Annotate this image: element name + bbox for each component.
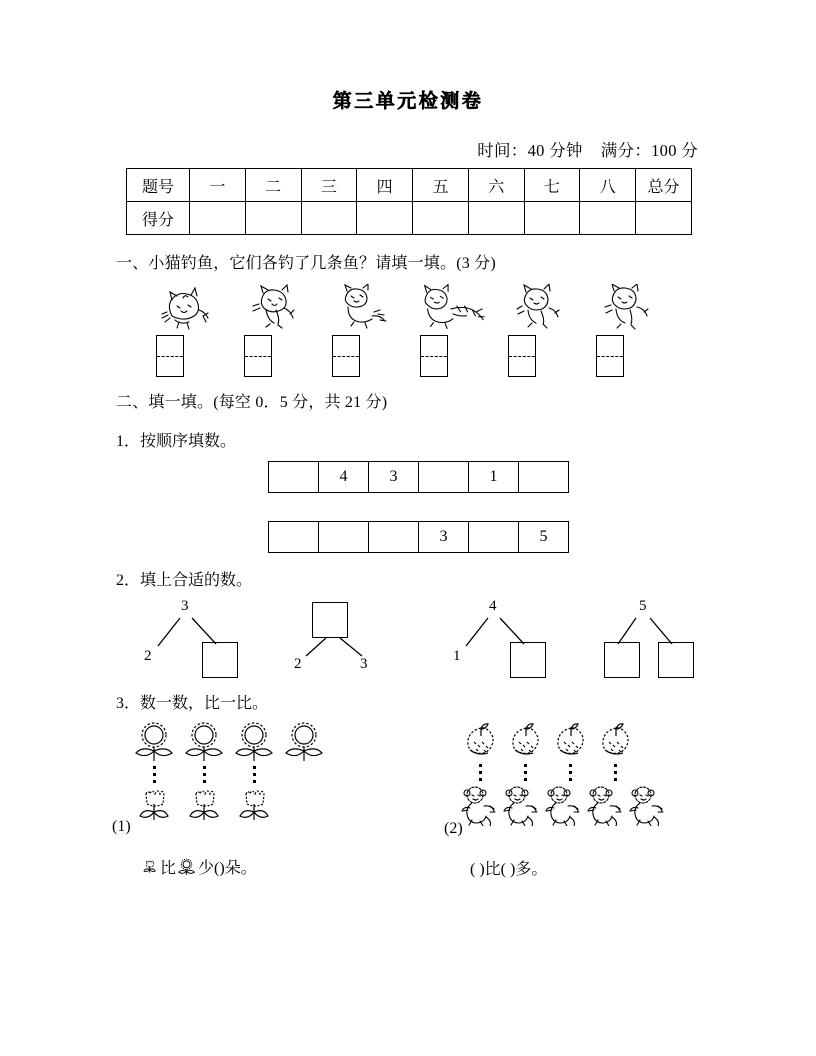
score-cell-3[interactable] [301,202,357,235]
monkey-icon [626,784,668,831]
score-cell-2[interactable] [245,202,301,235]
monkey-icon [458,784,500,831]
sunflower-icon [176,857,198,882]
table-row-scores [127,202,692,235]
strip-cell[interactable] [469,522,519,553]
question-prompt: 填上合适的数。 [140,572,253,589]
peach-icon [462,722,501,765]
strip-cell[interactable] [519,462,569,493]
bond-part-left-box[interactable] [604,642,640,678]
connector-dots [614,764,617,782]
answer-box[interactable] [332,335,360,377]
monkey-row [458,784,668,831]
question-2-2 [116,567,252,590]
compare-group-2 [462,722,672,832]
compare-word-1: 比 [160,860,177,877]
bond-part-right-box[interactable] [658,642,694,678]
cat-fishing-icon [326,282,400,330]
subquestion-label-1: (1) [112,818,131,835]
row-label-question: 题号 [127,169,190,202]
sunflower-icon [280,718,330,769]
strip-cell[interactable] [319,522,369,553]
number-bond [448,598,568,680]
tulip-icon [140,857,160,882]
answer-box[interactable] [596,335,624,377]
bond-whole-box[interactable] [312,602,348,638]
col-header-4: 四 [357,169,413,202]
connector-dots [203,766,206,784]
number-bond [596,598,716,680]
col-header-3: 三 [301,169,357,202]
answer-line-2[interactable]: ( )比( )多。 [470,861,548,878]
cat-fishing-icon [414,282,488,330]
score-cell-8[interactable] [580,202,636,235]
peach-icon [552,722,591,765]
strip-cell[interactable] [269,462,319,493]
strip-cell[interactable]: 3 [369,462,419,493]
bond-whole: 4 [489,598,497,614]
table-row [269,462,569,493]
tulip-icon [230,786,280,831]
strip-cell[interactable] [269,522,319,553]
bond-whole: 5 [639,598,647,614]
col-header-total: 总分 [636,169,692,202]
monkey-icon [584,784,626,831]
connector-dots [253,766,256,784]
cat-fishing-item [238,282,312,377]
col-header-7: 七 [524,169,580,202]
score-cell-total[interactable] [636,202,692,235]
cat-fishing-item [414,282,488,377]
score-cell-1[interactable] [190,202,246,235]
cat-fishing-icon [502,282,576,330]
col-header-5: 五 [413,169,469,202]
peach-row [462,722,636,765]
cat-fishing-row [150,282,670,382]
compare-suffix-1: )朵。 [219,860,257,877]
question-2-3 [116,690,268,713]
question-number: 2． [116,572,141,589]
col-header-6: 六 [468,169,524,202]
connector-dots [479,764,482,782]
subquestion-label-2: (2) [444,820,463,837]
answer-box[interactable] [244,335,272,377]
score-cell-7[interactable] [524,202,580,235]
cat-fishing-item [502,282,576,377]
strip-cell[interactable] [419,462,469,493]
peach-icon [597,722,636,765]
cat-fishing-item [590,282,664,377]
col-header-1: 一 [190,169,246,202]
bond-part-left: 1 [453,648,461,664]
tulip-row [130,786,280,831]
bond-part-right-box[interactable] [510,642,546,678]
cat-fishing-icon [590,282,664,330]
sunflower-icon [230,718,280,769]
monkey-icon [542,784,584,831]
strip-cell[interactable] [369,522,419,553]
connector-dots [153,766,156,784]
answer-box[interactable] [156,335,184,377]
bond-part-right: 3 [360,656,368,672]
answer-box[interactable] [508,335,536,377]
exam-meta [477,137,698,161]
connector-dots-row [479,764,617,782]
tulip-icon [130,786,180,831]
connector-dots [569,764,572,782]
time-label: 时间：40 分钟 [477,141,583,160]
monkey-icon [500,784,542,831]
cat-fishing-item [150,282,224,377]
answer-line-1 [140,855,257,882]
cat-fishing-icon [238,282,312,330]
score-table [126,168,692,235]
bond-part-left: 2 [144,648,152,664]
number-bond [290,598,410,680]
question-number: 3． [116,695,141,712]
score-cell-6[interactable] [468,202,524,235]
section-2-heading: 二、填一填。(每空 0．5 分，共 21 分) [116,394,388,411]
score-cell-4[interactable] [357,202,413,235]
question-2-1 [116,428,236,451]
bond-whole: 3 [181,598,189,614]
table-row [269,522,569,553]
sunflower-icon [180,718,230,769]
connector-dots-row [153,766,256,784]
page-title: 第三单元检测卷 [332,90,484,112]
table-row-question-numbers [127,169,692,202]
sunflower-icon [130,718,180,769]
cat-fishing-icon [150,282,224,330]
section-1-heading: 一、小猫钓鱼，它们各钓了几条鱼？请填一填。(3 分) [116,255,496,272]
col-header-8: 八 [580,169,636,202]
bond-part-left: 2 [294,656,302,672]
number-strip-2 [268,521,569,553]
strip-cell[interactable]: 1 [469,462,519,493]
strip-cell[interactable]: 5 [519,522,569,553]
score-cell-5[interactable] [413,202,469,235]
compare-group-1 [130,718,330,828]
compare-blank-1[interactable]: 少( [198,860,220,877]
answer-box[interactable] [420,335,448,377]
col-header-2: 二 [245,169,301,202]
number-bond [140,598,260,680]
cat-fishing-item [326,282,400,377]
sunflower-row [130,718,330,769]
strip-cell[interactable]: 4 [319,462,369,493]
strip-cell[interactable]: 3 [419,522,469,553]
full-score-label: 满分：100 分 [600,141,698,160]
question-prompt: 数一数，比一比。 [140,695,269,712]
connector-dots [524,764,527,782]
tulip-icon [180,786,230,831]
row-label-score: 得分 [127,202,190,235]
question-prompt: 按顺序填数。 [140,433,237,450]
bond-part-right-box[interactable] [202,642,238,678]
number-strip-1 [268,461,569,493]
peach-icon [507,722,546,765]
question-number: 1． [116,433,141,450]
